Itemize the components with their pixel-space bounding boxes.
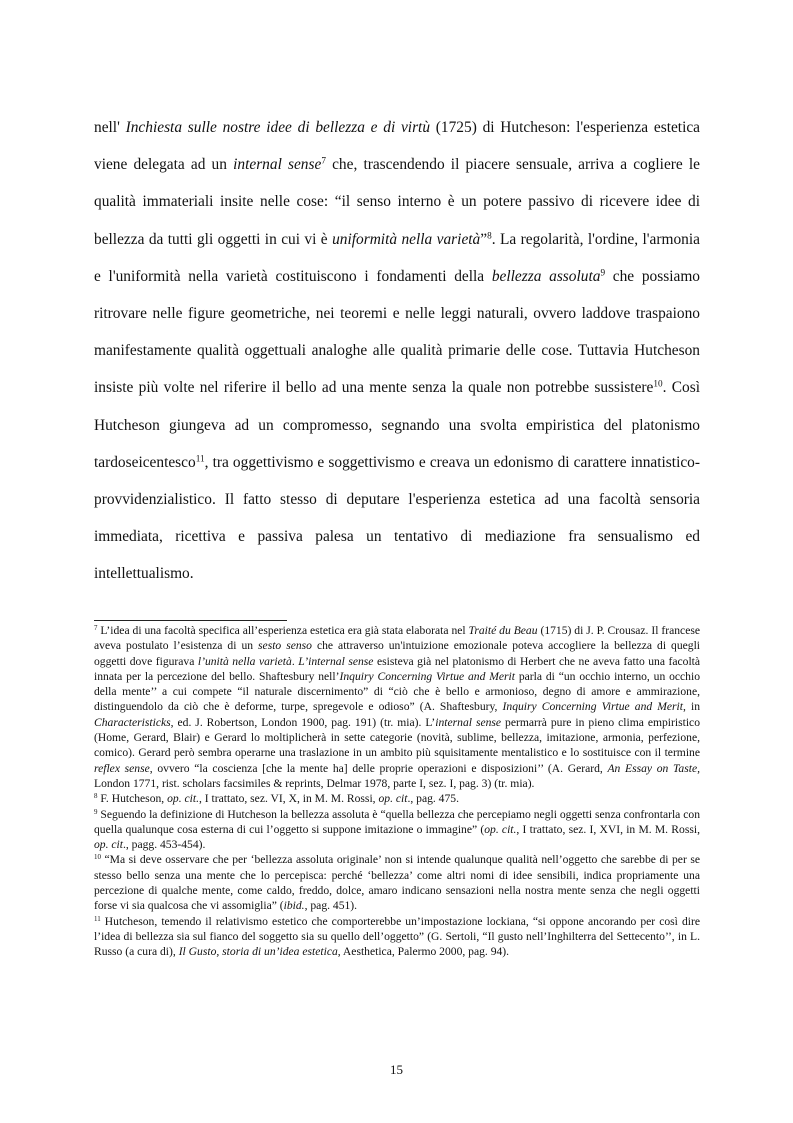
footnote-number: 8 (94, 792, 98, 801)
footnote-8: $^8$ F. Hutcheson, op. cit., I trattato, sez. VI, X, in M. M. Rossi, op. cit., pag. 475. (94, 792, 459, 806)
footnote-ref-9[interactable]: 9 (600, 267, 606, 278)
body-text (94, 109, 700, 593)
footnote-number: 10 (94, 853, 101, 862)
book-title-inchiesta: Inchiesta sulle nostre idee di bellezza e di virtù (125, 119, 431, 136)
footnote-separator (94, 620, 287, 621)
footnote-10: $^{10}$ “Ma si deve osservare che per ‘bellezza assoluta originale’ non si intende qualunque qualità nell’oggetto che sarebbe di per se stesso bello senza una mente che lo percepisca: perché ‘bellezza’ come altri nomi di idee sensibili, indica propriamente una percezione di qualche mente, come caldo, freddo, dolce, amaro indicano sensazioni nella nostra mente senza che negli oggetti forse vi sia qualcosa che vi assomiglia” (ibid., pag. 451). (94, 853, 700, 913)
footnote-ref-7[interactable]: 7 (321, 155, 326, 166)
term-uniformita: uniformità nella varietà (332, 230, 481, 248)
footnote-9: $^9$ Seguendo la definizione di Hutcheson la bellezza assoluta è “quella bellezza che percepiamo negli oggetti senza confrontarla con quella qualunque cosa esterna di cui l’oggetto si suppone imitazione o immagine” (op. cit., I trattato, sez. I, XVI, in M. M. Rossi, op. cit., pagg. 453-454). (94, 807, 700, 852)
page-number: 15 (390, 1062, 403, 1077)
footnote-number: 11 (94, 914, 101, 923)
footnote-ref-11[interactable]: 11 (195, 453, 205, 464)
footnotes (94, 623, 700, 960)
footnote-11: $^{11}$ Hutcheson, temendo il relativismo estetico che comporterebbe un’impostazione lockiana, “si oppone ancorando per così dire l’idea di bellezza sia sul fianco del soggetto sia su quello dell’oggetto” (G. Sertoli, “Il gusto nell’Inghilterra del Settecento’’, in L. Russo (a cura di), Il Gusto, storia di un’idea estetica, Aesthetica, Palermo 2000, pag. 94). (94, 914, 700, 959)
footnote-number: 7 (94, 623, 98, 632)
footnote-ref-10[interactable]: 10 (653, 378, 663, 389)
footnote-ref-8[interactable]: 8 (487, 230, 492, 241)
footnote-7: $^7$ L’idea di una facoltà specifica all’esperienza estetica era già stata elaborata nel Traité du Beau (1715) di J. P. Crousaz. Il francese aveva postulato l’esistenza di un sesto senso che attraverso un'intuizione emozionale poteva accogliere la bellezza di quegli oggetti dove figurava l’unità nella varietà. L’internal sense esisteva già nel platonismo di Herbert che ne aveva fatto una facoltà innata per la percezione del bello. Shaftesbury nell’Inquiry Concerning Virtue and Merit parla di “un occhio interno, un occhio della mente’’ a cui compete “il naturale discernimento” di “ciò che è bello e armonioso, degno di amore e ammirazione, distinguendolo da ciò che è deforme, turpe, spregevole e odioso” (A. Shaftesbury, Inquiry Concerning Virtue and Merit, in Characteristicks, ed. J. Robertson, London 1900, pag. 191) (tr. mia). L’internal sense permarrà pure in pieno clima empiristico (Home, Gerard, Blair) e Gerard lo moltiplicherà in sette categorie (novità, sublime, bellezza, imitazione, armonia, perfezione, comico). Gerard però sembra operarne una traslazione in un ambito più squisitamente mentalistico e lo sostituisce con il termine reflex sense, ovvero “la coscienza [che la mente ha] delle proprie operazioni e disposizioni’’ (A. Gerard, An Essay on Taste, London 1771, rist. scholars facsimiles & reprints, Delmar 1978, parte I, sez. I, pag. 3) (tr. mia). (94, 623, 701, 790)
footnote-number: 9 (94, 807, 98, 816)
term-bellezza-assoluta: bellezza assoluta (491, 267, 601, 285)
term-internal-sense: internal sense (233, 156, 322, 174)
body-paragraph: nell' Inchiesta sulle nostre idee di bellezza e di virtù (1725) di Hutcheson: l'esperienza estetica viene delegata ad un internal sense$^7$ che, trascendendo il piacere sensuale, arriva a cogliere le qualità immateriali insite nelle cose: “il senso interno è un potere passivo di ricevere idee di bellezza da tutti gli oggetti in cui vi è uniformità nella varietà”$^8$. La regolarità, l'ordine, l'armonia e l'uniformità nella varietà costituiscono i fondamenti della bellezza assoluta$^9$ che possiamo ritrovare nelle figure geometriche, nei teoremi e nelle leggi naturali, ovvero laddove traspaiono manifestamente qualità oggettuali analoghe alle qualità primarie delle cose. Tuttavia Hutcheson insiste più volte nel riferire il bello ad una mente senza la quale non potrebbe sussistere$^{10}$. Così Hutcheson giungeva ad un compromesso, segnando una svolta empiristica del platonismo tardoseicentesco$^{11}$, tra oggettivismo e soggettivismo e creava un edonismo di carattere innatistico-provvidenzialistico. Il fatto stesso di deputare l'esperienza estetica ad una facoltà sensoria immediata, ricettiva e passiva palesa un tentativo di mediazione fra sensualismo ed intellettualismo. (94, 119, 701, 583)
